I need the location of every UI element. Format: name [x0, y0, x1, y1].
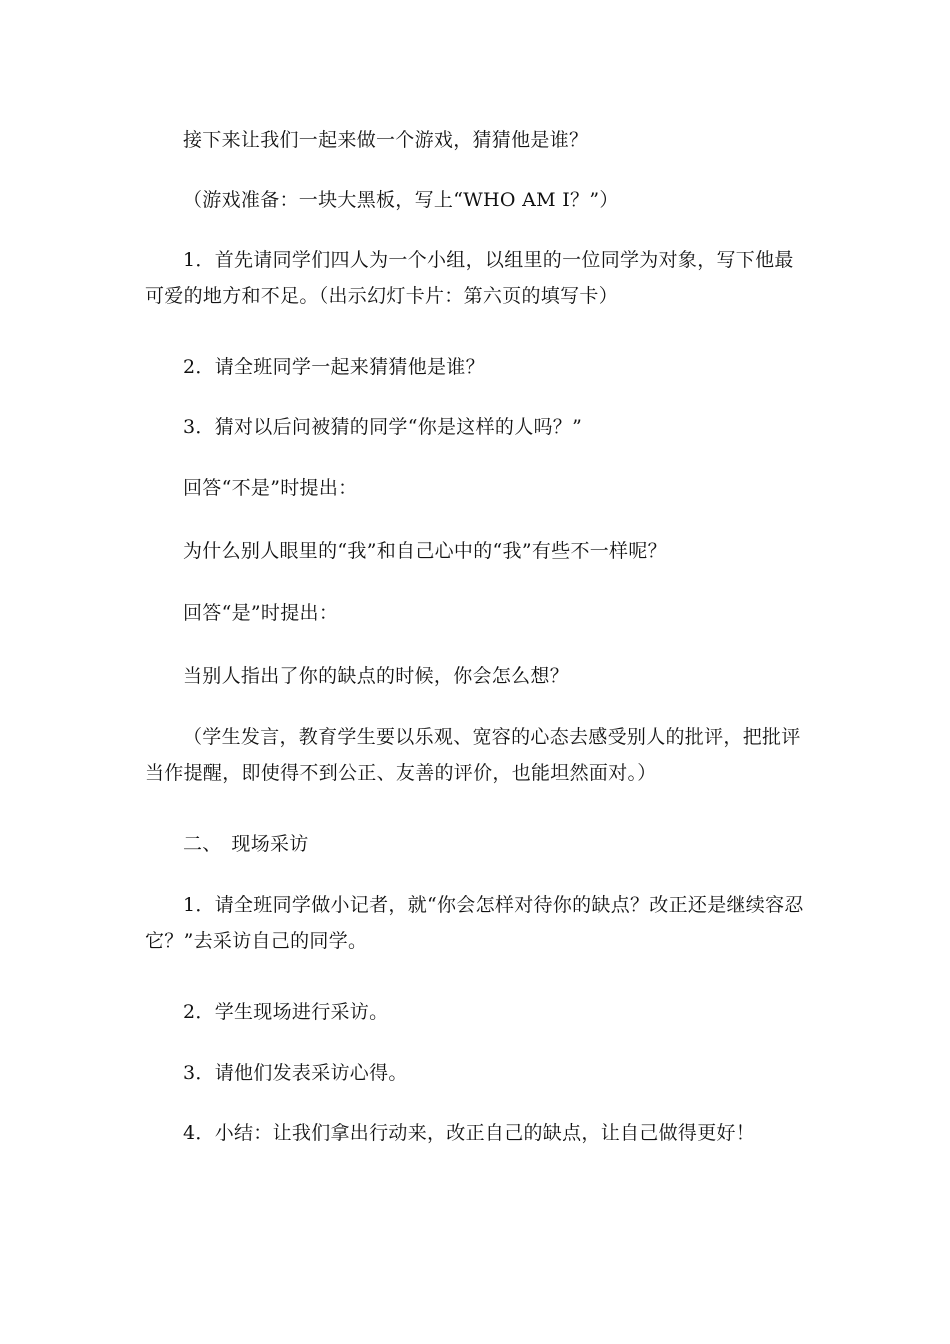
paragraph-answer-yes: 回答“是”时提出： [183, 602, 339, 624]
paragraph-question-why: 为什么别人眼里的“我”和自己心中的“我”有些不一样呢？ [183, 540, 667, 562]
paragraph-step-3: 3．猜对以后问被猜的同学“你是这样的人吗？” [183, 416, 583, 438]
paragraph-question-think: 当别人指出了你的缺点的时候，你会怎么想？ [183, 665, 570, 687]
paragraph-interview-step-1: 1．请全班同学做小记者，就“你会怎样对待你的缺点？改正还是继续容忍它？”去采访自己的同学。 [145, 894, 804, 952]
paragraph-step-2: 2．请全班同学一起来猜猜他是谁？ [183, 356, 485, 378]
paragraph-student-speech: （学生发言，教育学生要以乐观、宽容的心态去感受别人的批评，把批评当作提醒，即使得不到公正、友善的评价，也能坦然面对。） [145, 726, 801, 784]
paragraph-summary: 4．小结：让我们拿出行动来，改正自己的缺点，让自己做得更好！ [183, 1122, 756, 1144]
paragraph-intro: 接下来让我们一起来做一个游戏，猜猜他是谁？ [183, 129, 589, 151]
paragraph-game-prep: （游戏准备：一块大黑板，写上“WHO AM I？”） [183, 189, 619, 211]
section-heading-interview: 二、 现场采访 [183, 833, 309, 855]
paragraph-interview-step-2: 2．学生现场进行采访。 [183, 1001, 389, 1023]
paragraph-step-1: 1．首先请同学们四人为一个小组，以组里的一位同学为对象，写下他最可爱的地方和不足。（出示幻灯卡片：第六页的填写卡） [145, 249, 794, 307]
paragraph-interview-step-3: 3．请他们发表采访心得。 [183, 1062, 408, 1084]
paragraph-answer-no: 回答“不是”时提出： [183, 477, 358, 499]
